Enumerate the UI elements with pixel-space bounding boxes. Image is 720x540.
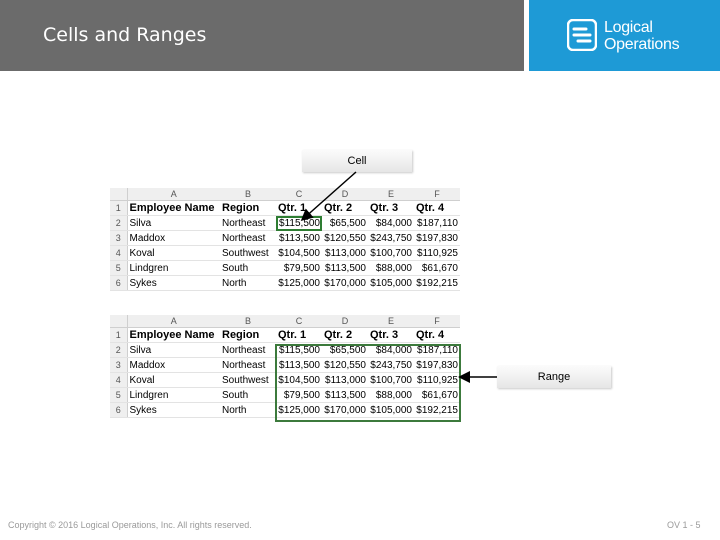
cell[interactable]: Northeast — [220, 231, 276, 246]
cell[interactable]: $105,000 — [368, 276, 414, 291]
cell[interactable]: Koval — [127, 246, 220, 261]
cell[interactable]: Sykes — [127, 403, 220, 418]
column-letter-e[interactable]: E — [368, 315, 414, 328]
cell[interactable]: $170,000 — [322, 276, 368, 291]
cell[interactable]: North — [220, 403, 276, 418]
cell[interactable]: $65,500 — [322, 216, 368, 231]
cell[interactable]: $104,500 — [276, 373, 322, 388]
header-cell[interactable]: Employee Name — [127, 201, 220, 216]
column-letter-e[interactable]: E — [368, 188, 414, 201]
row-number[interactable]: 4 — [110, 246, 127, 261]
cell[interactable]: $187,110 — [414, 216, 460, 231]
cell[interactable]: Northeast — [220, 358, 276, 373]
cell[interactable]: $113,500 — [276, 358, 322, 373]
cell[interactable]: $79,500 — [276, 388, 322, 403]
cell[interactable]: $113,500 — [322, 261, 368, 276]
row-number[interactable]: 2 — [110, 343, 127, 358]
cell[interactable]: Southwest — [220, 373, 276, 388]
copyright-footer: Copyright © 2016 Logical Operations, Inc. All rights reserved. — [8, 520, 252, 530]
cell[interactable]: $105,000 — [368, 403, 414, 418]
column-letter-a[interactable]: A — [127, 188, 220, 201]
cell[interactable]: $120,550 — [322, 231, 368, 246]
cell[interactable]: $61,670 — [414, 388, 460, 403]
cell[interactable]: $197,830 — [414, 358, 460, 373]
column-letter-c[interactable]: C — [276, 315, 322, 328]
cell[interactable]: Silva — [127, 216, 220, 231]
header-cell[interactable]: Qtr. 1 — [276, 201, 322, 216]
header-cell[interactable]: Qtr. 3 — [368, 328, 414, 343]
cell[interactable]: $100,700 — [368, 246, 414, 261]
logo-line-1: Logical — [604, 19, 653, 36]
cell[interactable]: $104,500 — [276, 246, 322, 261]
header-cell[interactable]: Qtr. 3 — [368, 201, 414, 216]
cell[interactable]: Sykes — [127, 276, 220, 291]
cell[interactable]: $79,500 — [276, 261, 322, 276]
cell[interactable]: $88,000 — [368, 388, 414, 403]
cell[interactable]: $65,500 — [322, 343, 368, 358]
cell[interactable]: $113,000 — [322, 373, 368, 388]
cell-arrow — [303, 172, 356, 219]
cell[interactable]: $61,670 — [414, 261, 460, 276]
column-letter-d[interactable]: D — [322, 315, 368, 328]
header-cell[interactable]: Qtr. 1 — [276, 328, 322, 343]
column-letter-c[interactable]: C — [276, 188, 322, 201]
row-number[interactable]: 1 — [110, 201, 127, 216]
column-letter-d[interactable]: D — [322, 188, 368, 201]
cell[interactable]: Maddox — [127, 358, 220, 373]
header-cell[interactable]: Employee Name — [127, 328, 220, 343]
cell[interactable]: $115,500 — [276, 343, 322, 358]
cell[interactable]: $100,700 — [368, 373, 414, 388]
column-letter-b[interactable]: B — [220, 315, 276, 328]
header-cell[interactable]: Region — [220, 328, 276, 343]
cell[interactable]: Koval — [127, 373, 220, 388]
cell-callout: Cell — [302, 150, 412, 172]
cell[interactable]: $187,110 — [414, 343, 460, 358]
cell[interactable]: $84,000 — [368, 343, 414, 358]
column-letter-b[interactable]: B — [220, 188, 276, 201]
cell[interactable]: $113,500 — [322, 388, 368, 403]
cell[interactable]: $110,925 — [414, 246, 460, 261]
cell[interactable]: North — [220, 276, 276, 291]
row-number[interactable]: 2 — [110, 216, 127, 231]
cell[interactable]: $125,000 — [276, 403, 322, 418]
cell[interactable]: Lindgren — [127, 261, 220, 276]
cell[interactable]: $113,500 — [276, 231, 322, 246]
cell[interactable]: $243,750 — [368, 231, 414, 246]
row-number[interactable]: 5 — [110, 261, 127, 276]
cell[interactable]: Northeast — [220, 343, 276, 358]
cell[interactable]: Northeast — [220, 216, 276, 231]
cell[interactable]: $243,750 — [368, 358, 414, 373]
cell[interactable]: $192,215 — [414, 403, 460, 418]
cell[interactable]: $113,000 — [322, 246, 368, 261]
column-letter-f[interactable]: F — [414, 315, 460, 328]
cell[interactable]: South — [220, 388, 276, 403]
cell[interactable]: $125,000 — [276, 276, 322, 291]
slide-title: Cells and Ranges — [43, 24, 207, 46]
row-number[interactable]: 3 — [110, 358, 127, 373]
row-number[interactable]: 4 — [110, 373, 127, 388]
cell[interactable]: $115,500 — [276, 216, 322, 231]
column-letter-f[interactable]: F — [414, 188, 460, 201]
header-cell[interactable]: Qtr. 2 — [322, 201, 368, 216]
cell[interactable]: $197,830 — [414, 231, 460, 246]
logo-line-2: Operations — [604, 36, 680, 53]
cell[interactable]: $192,215 — [414, 276, 460, 291]
cell[interactable]: Silva — [127, 343, 220, 358]
cell[interactable]: Lindgren — [127, 388, 220, 403]
header-cell[interactable]: Region — [220, 201, 276, 216]
page-number: OV 1 - 5 — [667, 520, 701, 530]
cell[interactable]: South — [220, 261, 276, 276]
cell[interactable]: Maddox — [127, 231, 220, 246]
header-cell[interactable]: Qtr. 4 — [414, 201, 460, 216]
column-letter-a[interactable]: A — [127, 315, 220, 328]
cell[interactable]: $110,925 — [414, 373, 460, 388]
row-number[interactable]: 6 — [110, 403, 127, 418]
row-number[interactable]: 5 — [110, 388, 127, 403]
cell[interactable]: $84,000 — [368, 216, 414, 231]
row-number[interactable]: 6 — [110, 276, 127, 291]
range-callout: Range — [497, 366, 611, 388]
cell[interactable]: Southwest — [220, 246, 276, 261]
header-cell[interactable]: Qtr. 4 — [414, 328, 460, 343]
cell[interactable]: $88,000 — [368, 261, 414, 276]
header-cell[interactable]: Qtr. 2 — [322, 328, 368, 343]
row-number[interactable]: 3 — [110, 231, 127, 246]
cell[interactable]: $120,550 — [322, 358, 368, 373]
cell[interactable]: $170,000 — [322, 403, 368, 418]
row-number[interactable]: 1 — [110, 328, 127, 343]
